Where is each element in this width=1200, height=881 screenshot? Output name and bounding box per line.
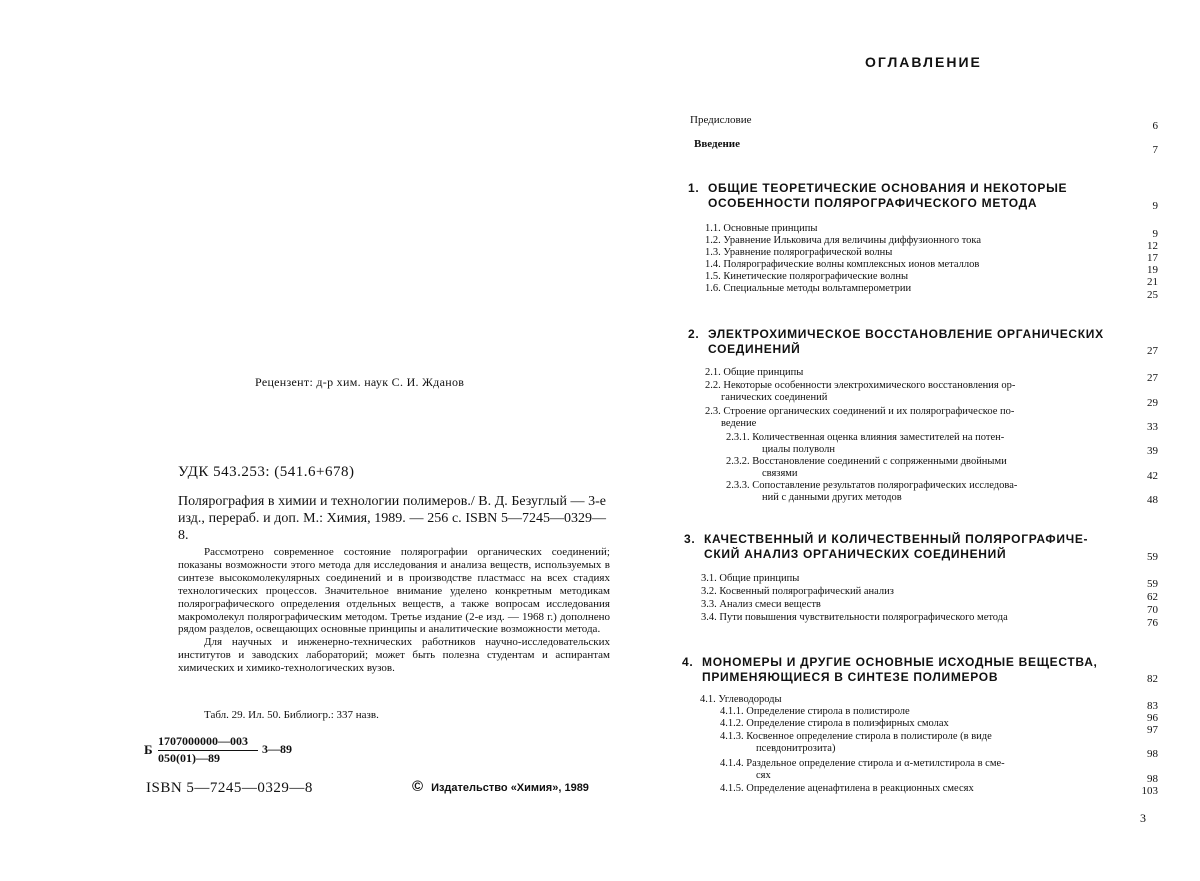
- toc-page: 98: [1147, 773, 1158, 785]
- toc-sub: 1.5. Кинетические полярографические волны: [705, 271, 909, 282]
- toc-page: 7: [1152, 144, 1158, 156]
- index-denominator: 050(01)—89: [158, 751, 220, 765]
- toc-page: 62: [1147, 591, 1158, 603]
- toc-sub-line: связями: [762, 467, 798, 479]
- toc-chapter-line: ОСОБЕННОСТИ ПОЛЯРОГРАФИЧЕСКОГО МЕТОДА: [708, 196, 1038, 210]
- abstract: [178, 546, 610, 675]
- publisher-text: Издательство «Химия», 1989: [431, 782, 589, 794]
- toc-page: 82: [1147, 673, 1158, 685]
- toc-sub-line: 2.3. Строение органических соединений и их полярографическое по-: [705, 406, 1015, 417]
- toc-sub: 3.4. Пути повышения чувствительности полярографического метода: [701, 612, 1008, 623]
- toc-sub: 2.1. Общие принципы: [705, 367, 804, 378]
- toc-sub: 4.1.1. Определение стирола в полистироле: [720, 706, 910, 717]
- toc-sub-line: ведение: [721, 417, 757, 429]
- toc-sub: [720, 758, 1005, 781]
- abstract-paragraph-1: Рассмотрено современное состояние полярографии органических соединений; показаны возможности этого метода для исследования и анализа веществ, используемых в синтезе высокомолекулярных соединений и в производстве пластмасс на всех стадиях технологических процессов. Значительное внимание уделено конкретным методикам полярографического определения отдельных веществ, а также вопросам исследования макромолекул полярографическим методом. Третье издание (2-е изд. — 1968 г.) дополнено рядом разделов, освещающих основные принципы и аналитические возможности метода.: [178, 546, 610, 636]
- toc-chapter-title: [708, 327, 1104, 357]
- toc-sub-line: ганических соединений: [721, 391, 828, 403]
- toc-chapter-line: СКИЙ АНАЛИЗ ОРГАНИЧЕСКИХ СОЕДИНЕНИЙ: [704, 547, 1007, 561]
- toc-page: 96: [1147, 712, 1158, 724]
- toc-sub: [726, 432, 1004, 455]
- toc-chapter-line: ПРИМЕНЯЮЩИЕСЯ В СИНТЕЗЕ ПОЛИМЕРОВ: [702, 670, 999, 684]
- abstract-paragraph-2: Для научных и инженерно-технических работников научно-исследовательских институтов и заводских лабораторий; может быть полезна студентам и аспирантам химических и химико-технологических вузов.: [178, 636, 610, 675]
- toc-chapter-number: 1.: [688, 181, 700, 195]
- toc-preface: Предисловие: [690, 114, 752, 126]
- toc-page: 59: [1147, 578, 1158, 590]
- toc-sub: [705, 406, 1014, 429]
- toc-sub: [705, 380, 1015, 403]
- toc-sub-line: ний с данными других методов: [762, 491, 902, 503]
- toc-page: 103: [1141, 785, 1158, 797]
- toc-page: 48: [1147, 494, 1158, 506]
- toc-sub: [720, 731, 992, 754]
- bibliographic-citation: Полярография в химии и технологии полимеров./ В. Д. Безуглый — 3-е изд., перераб. и доп. М.: Химия, 1989. — 256 с. ISBN 5—7245—0329—8.: [178, 494, 606, 543]
- toc-sub: 3.3. Анализ смеси веществ: [701, 599, 821, 610]
- toc-page: 6: [1152, 120, 1158, 132]
- toc-chapter-number: 2.: [688, 327, 700, 341]
- toc-chapter-title: [704, 532, 1088, 562]
- toc-sub: 3.2. Косвенный полярографический анализ: [701, 586, 894, 597]
- page-number: 3: [1140, 811, 1146, 825]
- toc-chapter-number: 4.: [682, 655, 694, 669]
- toc-page: 9: [1152, 200, 1158, 212]
- toc-intro: Введение: [694, 138, 741, 150]
- toc-page: 98: [1147, 748, 1158, 760]
- toc-sub-line: 2.3.1. Количественная оценка влияния заместителей на потен-: [726, 432, 1005, 443]
- toc-chapter-line: МОНОМЕРЫ И ДРУГИЕ ОСНОВНЫЕ ИСХОДНЫЕ ВЕЩЕСТВА,: [702, 655, 1098, 669]
- copyright-icon: ©: [412, 778, 424, 795]
- toc-page: 21: [1147, 276, 1158, 288]
- toc-chapter-number: 3.: [684, 532, 696, 546]
- toc-sub-line: 2.3.3. Сопоставление результатов полярографических исследова-: [726, 480, 1018, 491]
- toc-chapter-line: ЭЛЕКТРОХИМИЧЕСКОЕ ВОССТАНОВЛЕНИЕ ОРГАНИЧЕСКИХ: [708, 327, 1104, 341]
- toc-page: 12: [1147, 240, 1158, 252]
- toc-sub: 1.6. Специальные методы вольтамперометрии: [705, 283, 912, 294]
- toc-page: 42: [1147, 470, 1158, 482]
- toc-title: ОГЛАВЛЕНИЕ: [865, 54, 982, 70]
- index-suffix: 3—89: [262, 742, 292, 756]
- toc-page: 29: [1147, 397, 1158, 409]
- toc-sub: 4.1.5. Определение аценафтилена в реакционных смесях: [720, 783, 974, 794]
- toc-sub: 4.1. Углеводороды: [700, 694, 782, 705]
- toc-page: 70: [1147, 604, 1158, 616]
- toc-page: 97: [1147, 724, 1158, 736]
- toc-page: 17: [1147, 252, 1158, 264]
- toc-sub-line: сях: [756, 769, 771, 781]
- stats-line: Табл. 29. Ил. 50. Библиогр.: 337 назв.: [204, 709, 379, 721]
- toc-page: 76: [1147, 617, 1158, 629]
- index-letter: Б: [144, 742, 153, 757]
- toc-page: 33: [1147, 421, 1158, 433]
- toc-page: 25: [1147, 289, 1158, 301]
- toc-sub-line: 2.3.2. Восстановление соединений с сопряженными двойными: [726, 456, 1007, 467]
- toc-chapter-line: КАЧЕСТВЕННЫЙ И КОЛИЧЕСТВЕННЫЙ ПОЛЯРОГРАФИЧЕ-: [704, 532, 1089, 546]
- toc-sub: 1.4. Полярографические волны комплексных ионов металлов: [705, 259, 980, 270]
- toc-sub: [726, 480, 1017, 503]
- publisher-line: [412, 778, 589, 795]
- toc-chapter-line: СОЕДИНЕНИЙ: [708, 342, 801, 356]
- toc-sub-line: псевдонитрозита): [756, 742, 836, 754]
- toc-sub: [726, 456, 1007, 479]
- index-numerator: 1707000000—003: [158, 734, 248, 748]
- toc-sub-line: 2.2. Некоторые особенности электрохимического восстановления ор-: [705, 380, 1016, 391]
- udk-code: УДК 543.253: (541.6+678): [178, 464, 355, 480]
- toc-page: 39: [1147, 445, 1158, 457]
- toc-chapter-line: ОБЩИЕ ТЕОРЕТИЧЕСКИЕ ОСНОВАНИЯ И НЕКОТОРЫЕ: [708, 181, 1068, 195]
- toc-sub-line: циалы полуволн: [762, 443, 835, 455]
- toc-sub: 4.1.2. Определение стирола в полиэфирных смолах: [720, 718, 949, 729]
- toc-sub-line: 4.1.4. Раздельное определение стирола и α-метилстирола в сме-: [720, 758, 1005, 769]
- toc-sub: 1.2. Уравнение Ильковича для величины диффузионного тока: [705, 235, 982, 246]
- toc-chapter-title: [702, 655, 1098, 685]
- toc-page: 59: [1147, 551, 1158, 563]
- toc-page: 9: [1152, 228, 1158, 240]
- toc-sub: 3.1. Общие принципы: [701, 573, 800, 584]
- toc-chapter-title: [708, 181, 1067, 211]
- toc-sub-line: 4.1.3. Косвенное определение стирола в полистироле (в виде: [720, 731, 992, 742]
- toc-page: 83: [1147, 700, 1158, 712]
- toc-sub: 1.1. Основные принципы: [705, 223, 818, 234]
- isbn: ISBN 5—7245—0329—8: [146, 780, 313, 796]
- toc-page: 19: [1147, 264, 1158, 276]
- toc-page: 27: [1147, 345, 1158, 357]
- reviewer-line: Рецензент: д-р хим. наук С. И. Жданов: [255, 375, 465, 389]
- toc-page: 27: [1147, 372, 1158, 384]
- toc-sub: 1.3. Уравнение полярографической волны: [705, 247, 893, 258]
